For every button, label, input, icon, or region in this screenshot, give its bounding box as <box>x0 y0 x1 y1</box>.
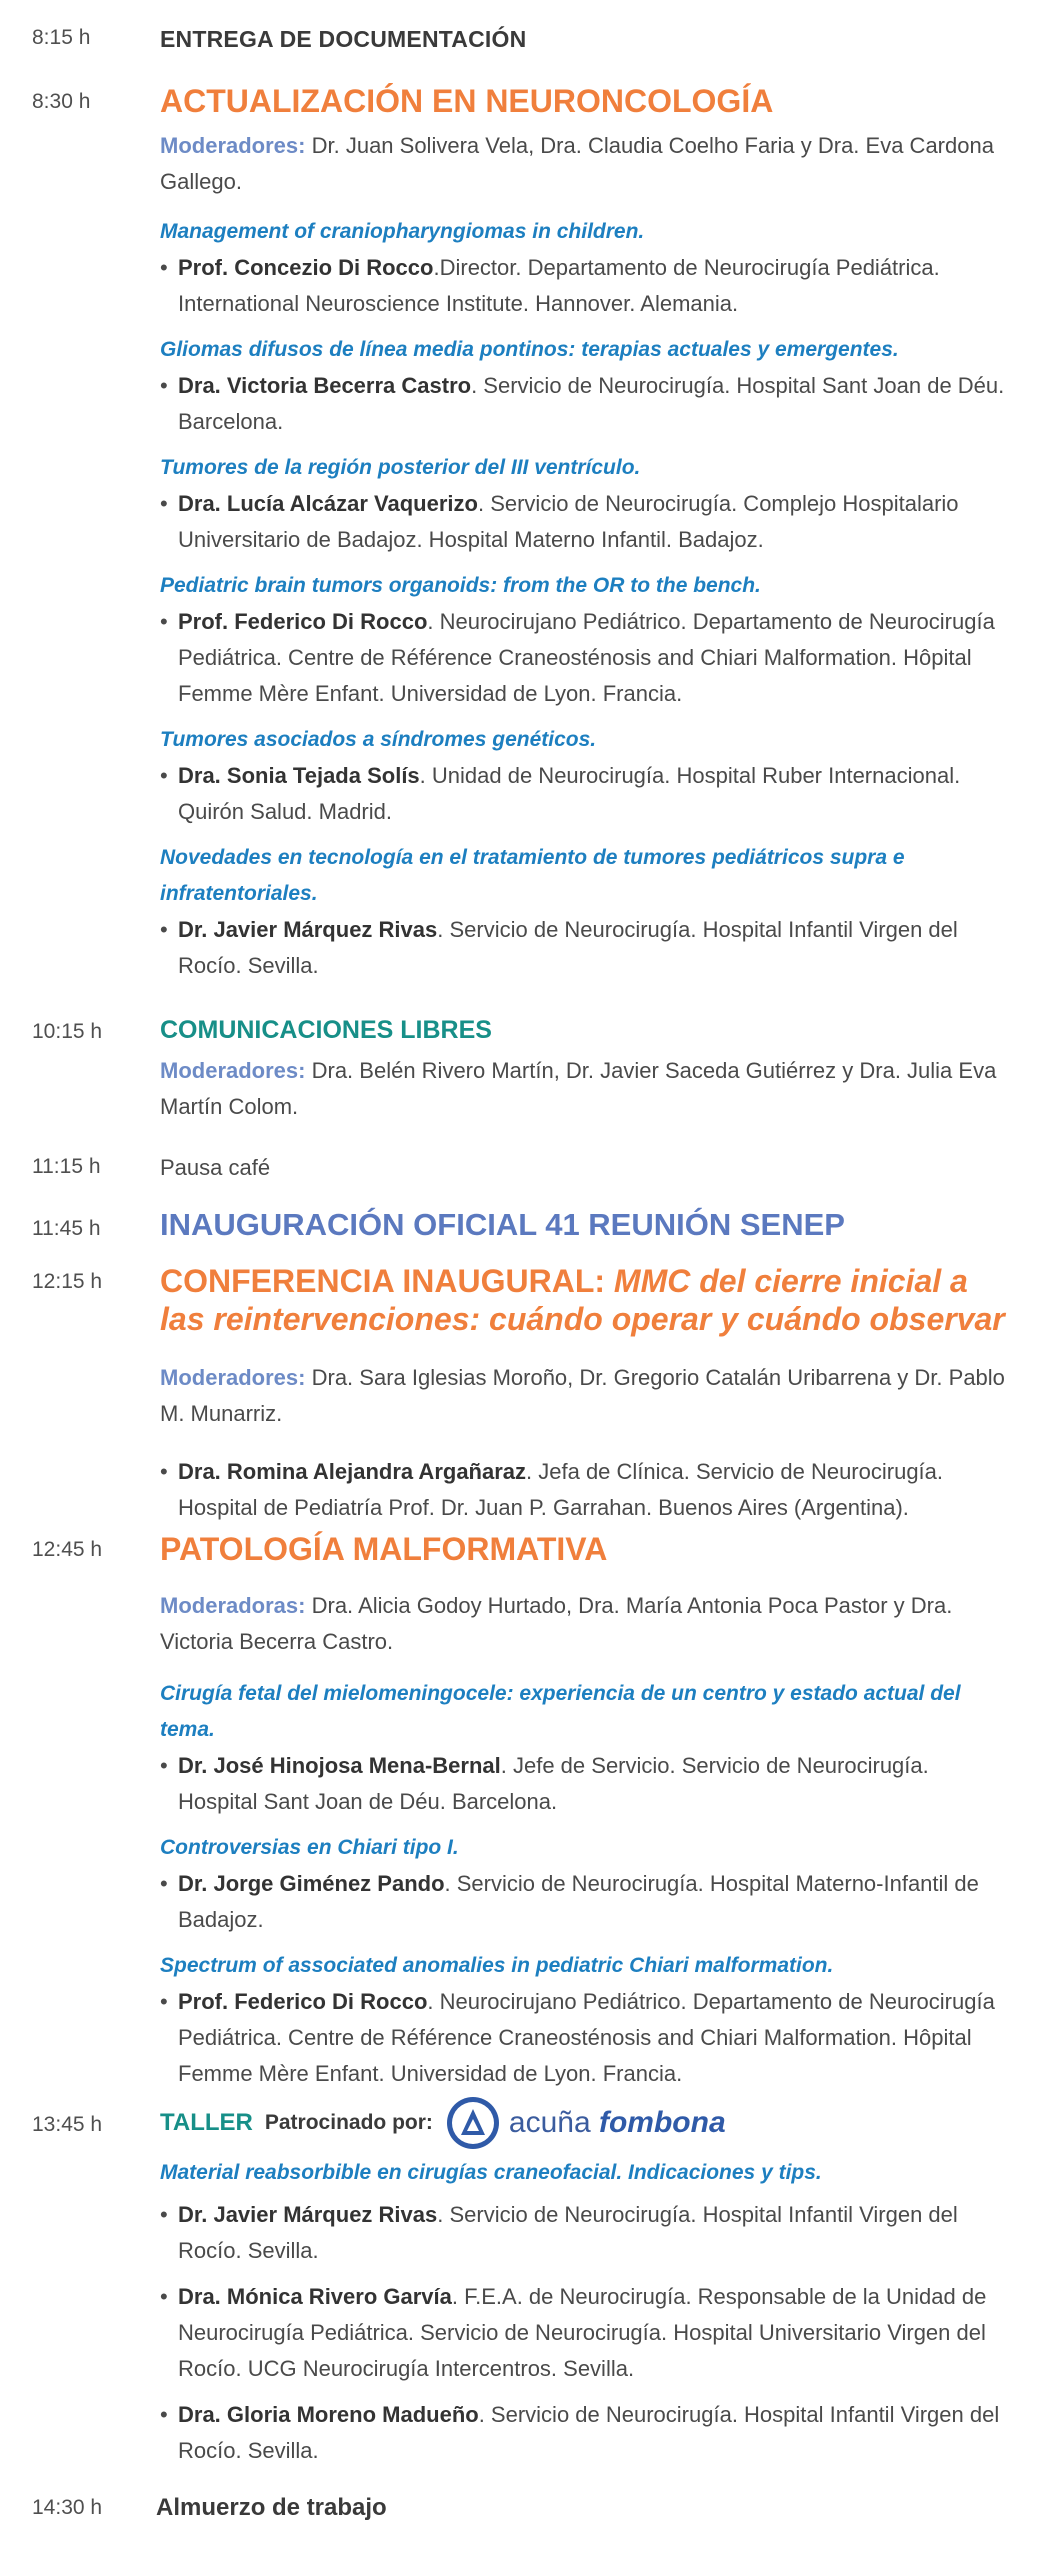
talk-topic: Tumores asociados a síndromes genéticos. <box>160 728 597 751</box>
moderators-names: Dra. Belén Rivero Martín, Dr. Javier Saceda Gutiérrez y Dra. Julia Eva Martín Colom. <box>160 1058 997 1119</box>
speaker-name: Dr. Javier Márquez Rivas <box>178 2202 438 2227</box>
sponsor-logo-icon <box>445 2095 501 2151</box>
speaker: • Prof. Federico Di Rocco. Neurocirujano Pediátrico. Departamento de Neurocirugía Pediátrica. Centre de Référence Craneosténosis and Chiari Malformation. Hôpital Femme Mère Enfant. Universidad de Lyon. Francia. <box>160 1989 995 2086</box>
talk-topic: Spectrum of associated anomalies in pediatric Chiari malformation. <box>160 1954 834 1977</box>
talk <box>160 450 1014 558</box>
talk <box>160 840 1014 984</box>
speaker-affiliation: . Servicio de Neurocirugía. Hospital Infantil Virgen del Rocío. Sevilla. <box>178 2202 958 2263</box>
speaker: • Dra. Gloria Moreno Madueño. Servicio de Neurocirugía. Hospital Infantil Virgen del Rocío. Sevilla. <box>160 2402 1000 2463</box>
speaker-affiliation: . Servicio de Neurocirugía. Hospital Infantil Virgen del Rocío. Sevilla. <box>178 2402 1000 2463</box>
talk-topic: Tumores de la región posterior del III ventrículo. <box>160 456 641 479</box>
session-time: 12:45 h <box>32 1538 103 1561</box>
talk-topic: Cirugía fetal del mielomeningocele: experiencia de un centro y estado actual del tema. <box>160 1682 961 1741</box>
session-time: 10:15 h <box>32 1020 103 1043</box>
talk <box>160 722 1014 830</box>
talk <box>160 1830 1014 1938</box>
moderators-names: Dra. Sara Iglesias Moroño, Dr. Gregorio Catalán Uribarrena y Dr. Pablo M. Munarriz. <box>160 1365 1005 1426</box>
speaker-name: Dra. Sonia Tejada Solís <box>178 763 420 788</box>
speaker-affiliation: .Director. Departamento de Neurocirugía Pediátrica. International Neuroscience Institute. Hannover. Alemania. <box>178 255 940 316</box>
workshop-header <box>160 2095 1014 2151</box>
session-time: 8:15 h <box>32 26 91 49</box>
moderators-label: Moderadoras: <box>160 1593 306 1618</box>
speaker-name: Dra. Victoria Becerra Castro <box>178 373 472 398</box>
speaker: • Dra. Victoria Becerra Castro. Servicio de Neurocirugía. Hospital Sant Joan de Déu. Barcelona. <box>160 373 1005 434</box>
speaker-affiliation: . Neurocirujano Pediátrico. Departamento de Neurocirugía Pediátrica. Centre de Référence Craneosténosis and Chiari Malformation. Hôpital Femme Mère Enfant. Universidad de Lyon. Francia. <box>178 609 995 706</box>
speaker-name: Prof. Federico Di Rocco <box>178 609 428 634</box>
moderators-label: Moderadores: <box>160 1058 306 1083</box>
sponsor-logo-text <box>509 2106 726 2140</box>
session-time: 12:15 h <box>32 1270 103 1293</box>
speaker: • Prof. Federico Di Rocco. Neurocirujano Pediátrico. Departamento de Neurocirugía Pediátrica. Centre de Référence Craneosténosis and Chiari Malformation. Hôpital Femme Mère Enfant. Universidad de Lyon. Francia. <box>160 609 995 706</box>
session-content <box>160 82 1014 984</box>
talk-topic: Management of craniopharyngiomas in children. <box>160 220 645 243</box>
speaker-name: Dr. Javier Márquez Rivas <box>178 917 438 942</box>
session-title: TALLER <box>160 2109 253 2136</box>
keynote-label: CONFERENCIA INAUGURAL: <box>160 1263 606 1299</box>
talk <box>160 568 1014 712</box>
speaker: • Prof. Concezio Di Rocco.Director. Departamento de Neurocirugía Pediátrica. International Neuroscience Institute. Hannover. Alemania. <box>160 255 940 316</box>
speaker-name: Dra. Lucía Alcázar Vaquerizo <box>178 491 478 516</box>
session-content <box>160 2095 1014 2469</box>
session-title: ENTREGA DE DOCUMENTACIÓN <box>160 26 527 52</box>
talk <box>160 1676 1014 1820</box>
session-time: 13:45 h <box>32 2113 103 2136</box>
speaker-affiliation: . Servicio de Neurocirugía. Complejo Hospitalario Universitario de Badajoz. Hospital Materno Infantil. Badajoz. <box>178 491 959 552</box>
speaker-affiliation: . Servicio de Neurocirugía. Hospital Infantil Virgen del Rocío. Sevilla. <box>178 917 958 978</box>
talk-topic: Gliomas difusos de línea media pontinos: terapias actuales y emergentes. <box>160 338 899 361</box>
speaker: • Dr. Javier Márquez Rivas. Servicio de Neurocirugía. Hospital Infantil Virgen del Rocío. Sevilla. <box>160 2202 958 2263</box>
speaker-affiliation: . Neurocirujano Pediátrico. Departamento de Neurocirugía Pediátrica. Centre de Référence Craneosténosis and Chiari Malformation. Hôpital Femme Mère Enfant. Universidad de Lyon. Francia. <box>178 1989 995 2086</box>
talk-topic: Pediatric brain tumors organoids: from the OR to the bench. <box>160 574 761 597</box>
talk <box>160 332 1014 440</box>
moderators <box>160 1588 1014 1660</box>
moderators <box>160 1360 1014 1432</box>
session-title: COMUNICACIONES LIBRES <box>160 1016 492 1044</box>
session-content <box>160 1530 1014 2092</box>
speaker: • Dr. José Hinojosa Mena-Bernal. Jefe de Servicio. Servicio de Neurocirugía. Hospital Sant Joan de Déu. Barcelona. <box>160 1753 929 1814</box>
session-time: 11:45 h <box>32 1217 101 1240</box>
session-time: 14:30 h <box>32 2496 103 2519</box>
session-title: PATOLOGÍA MALFORMATIVA <box>160 1531 608 1567</box>
speaker-name: Dr. Jorge Giménez Pando <box>178 1871 445 1896</box>
speaker-affiliation: . Servicio de Neurocirugía. Hospital Materno-Infantil de Badajoz. <box>178 1871 979 1932</box>
session-content <box>160 1016 1014 1125</box>
session-title: Pausa café <box>160 1155 271 1180</box>
speaker-affiliation: . Jefe de Servicio. Servicio de Neurocirugía. Hospital Sant Joan de Déu. Barcelona. <box>178 1753 929 1814</box>
speaker: • Dra. Mónica Rivero Garvía. F.E.A. de Neurocirugía. Responsable de la Unidad de Neurocirugía Pediátrica. Servicio de Neurocirugía. Hospital Universitario Virgen del Rocío. UCG Neurocirugía Intercentros. Sevilla. <box>160 2284 987 2381</box>
speaker-name: Dra. Gloria Moreno Madueño <box>178 2402 479 2427</box>
session-title: Almuerzo de trabajo <box>156 2494 387 2521</box>
moderators-names: Dr. Juan Solivera Vela, Dra. Claudia Coelho Faria y Dra. Eva Cardona Gallego. <box>160 133 994 194</box>
moderators-names: Dra. Alicia Godoy Hurtado, Dra. María Antonia Poca Pastor y Dra. Victoria Becerra Castro. <box>160 1593 953 1654</box>
speaker-name: Prof. Concezio Di Rocco <box>178 255 434 280</box>
speaker: • Dr. Jorge Giménez Pando. Servicio de Neurocirugía. Hospital Materno-Infantil de Badajoz. <box>160 1871 979 1932</box>
speaker-name: Dra. Mónica Rivero Garvía <box>178 2284 452 2309</box>
speaker-affiliation: . Unidad de Neurocirugía. Hospital Ruber Internacional. Quirón Salud. Madrid. <box>178 763 961 824</box>
speaker-name: Dr. José Hinojosa Mena-Bernal <box>178 1753 501 1778</box>
session-content <box>160 1262 1014 1526</box>
moderators <box>160 1053 1014 1125</box>
session-title: INAUGURACIÓN OFICIAL 41 REUNIÓN SENEP <box>160 1207 845 1242</box>
speaker-name: Dra. Romina Alejandra Argañaraz <box>178 1459 527 1484</box>
speaker-affiliation: . F.E.A. de Neurocirugía. Responsable de la Unidad de Neurocirugía Pediátrica. Servicio de Neurocirugía. Hospital Universitario Virgen del Rocío. UCG Neurocirugía Intercentros. Sevilla. <box>178 2284 987 2381</box>
talk-topic: Material reabsorbible en cirugías craneofacial. Indicaciones y tips. <box>160 2161 822 2184</box>
speaker-name: Prof. Federico Di Rocco <box>178 1989 428 2014</box>
speaker-affiliation: . Servicio de Neurocirugía. Hospital Sant Joan de Déu. Barcelona. <box>178 373 1005 434</box>
talk-topic: Controversias en Chiari tipo I. <box>160 1836 459 1859</box>
session-time: 8:30 h <box>32 90 91 113</box>
moderators-label: Moderadores: <box>160 133 306 158</box>
logo-text-part2: fombona <box>598 2106 726 2139</box>
talk-topic: Novedades en tecnología en el tratamiento de tumores pediátricos supra e infratentoriales. <box>160 846 905 905</box>
sponsor-label: Patrocinado por: <box>264 2111 433 2134</box>
session-time: 11:15 h <box>32 1155 101 1178</box>
talk <box>160 214 1014 322</box>
moderators-label: Moderadores: <box>160 1365 306 1390</box>
speaker: • Dra. Romina Alejandra Argañaraz. Jefa de Clínica. Servicio de Neurocirugía. Hospital de Pediatría Prof. Dr. Juan P. Garrahan. Buenos Aires (Argentina). <box>160 1459 944 1520</box>
speaker-affiliation: . Jefa de Clínica. Servicio de Neurocirugía. Hospital de Pediatría Prof. Dr. Juan P. Garrahan. Buenos Aires (Argentina). <box>178 1459 944 1520</box>
keynote-title: MMC del cierre inicial a las reintervenciones: cuándo operar y cuándo observar <box>160 1263 1005 1337</box>
sponsor-logo <box>445 2095 726 2151</box>
speaker: • Dr. Javier Márquez Rivas. Servicio de Neurocirugía. Hospital Infantil Virgen del Rocío. Sevilla. <box>160 917 958 978</box>
moderators <box>160 128 1014 200</box>
logo-text-part1: acuña <box>508 2106 591 2139</box>
talk <box>160 1948 1014 2092</box>
session-title <box>160 1262 1014 1338</box>
speaker: • Dra. Lucía Alcázar Vaquerizo. Servicio de Neurocirugía. Complejo Hospitalario Universitario de Badajoz. Hospital Materno Infantil. Badajoz. <box>160 491 959 552</box>
session-title: ACTUALIZACIÓN EN NEURONCOLOGÍA <box>160 83 774 119</box>
speaker: • Dra. Sonia Tejada Solís. Unidad de Neurocirugía. Hospital Ruber Internacional. Quirón Salud. Madrid. <box>160 763 961 824</box>
